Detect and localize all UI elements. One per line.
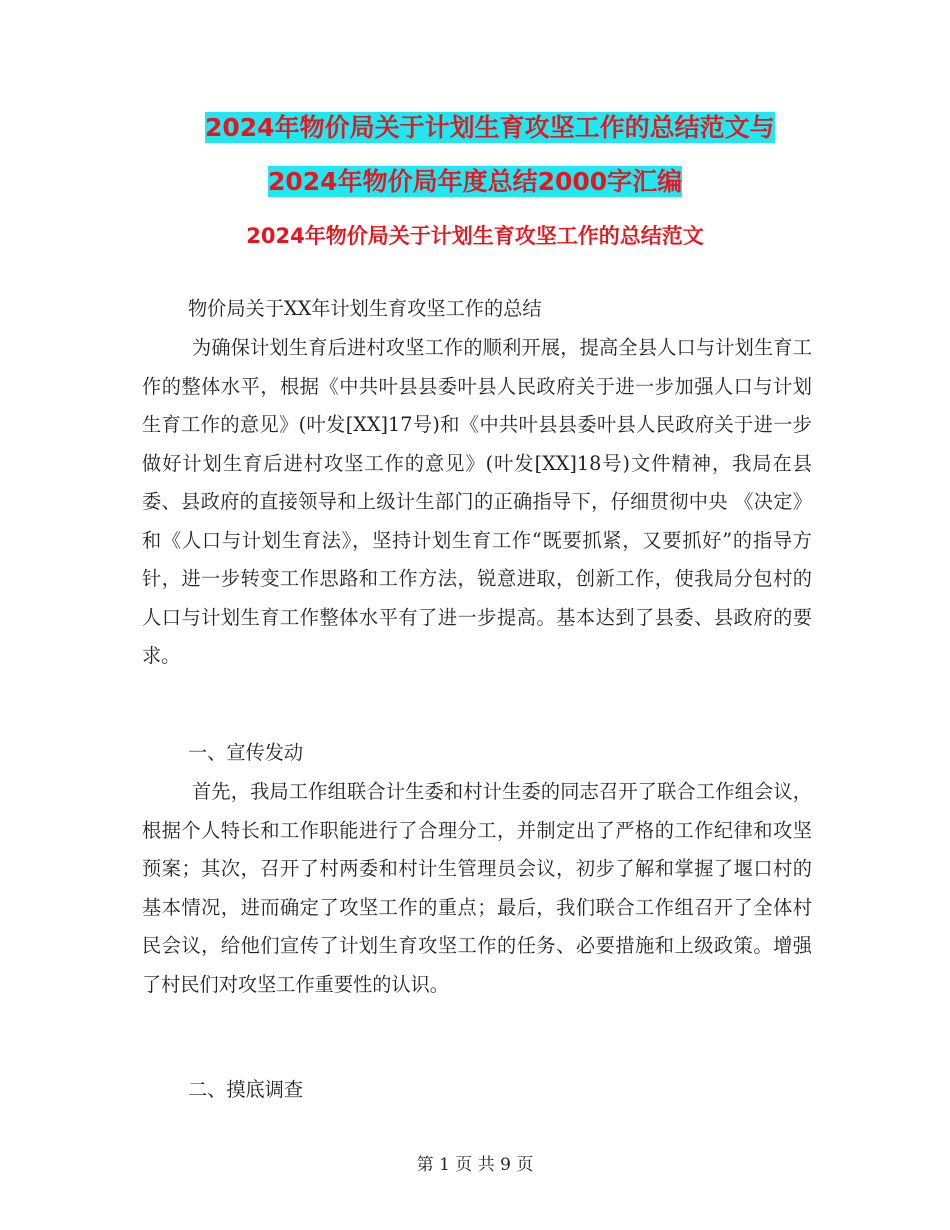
page-footer: 第 1 页 共 9 页 bbox=[416, 1155, 534, 1175]
heading-publicity: 一、宣传发动 bbox=[188, 741, 304, 764]
paragraph-2-text: 首先，我局工作组联合计生委和村计生委的同志召开了联合工作组会议，根据个人特长和工作职能进行了合理分工，并制定出了严格的工作纪律和攻坚预案；其次，召开了村两委和村计生管理员会议，初步了解和掌握了堰口村的基本情况，进而确定了攻坚工作的重点；最后，我们联合工作组召开了全体村民会议，给他们宣传了计划生育攻坚工作的任务、必要措施和上级政策。增强了村民们对攻坚工作重要性的认识。 bbox=[142, 780, 812, 996]
document-subtitle: 物价局关于XX年计划生育攻坚工作的总结 bbox=[188, 297, 542, 320]
document-title bbox=[0, 108, 950, 202]
title-line-1 bbox=[0, 108, 950, 148]
paragraph-1 bbox=[142, 329, 812, 676]
title-line-1-text: 2024年物价局关于计划生育攻坚工作的总结范文与 bbox=[205, 113, 775, 142]
title-line-2-text: 2024年物价局年度总结2000字汇编 bbox=[268, 167, 683, 196]
paragraph-2 bbox=[142, 773, 812, 1004]
section-title: 2024年物价局关于计划生育攻坚工作的总结范文 bbox=[246, 224, 704, 248]
title-line-2 bbox=[0, 162, 950, 202]
paragraph-1-text: 为确保计划生育后进村攻坚工作的顺利开展，提高全县人口与计划生育工作的整体水平，根据《中共叶县县委叶县人民政府关于进一步加强人口与计划生育工作的意见》(叶发[XX]17号)和《中共叶县县委叶县人民政府关于进一步做好计划生育后进村攻坚工作的意见》(叶发[XX]18号)文件精神，我局在县委、县政府的直接领导和上级计生部门的正确指导下，仔细贯彻中央 《决定》和《人口与计划生育法》，坚持计划生育工作“既要抓紧，又要抓好”的指导方针，进一步转变工作思路和工作方法，锐意进取，创新工作，使我局分包村的人口与计划生育工作整体水平有了进一步提高。基本达到了县委、县政府的要求。 bbox=[142, 336, 812, 667]
heading-survey: 二、摸底调查 bbox=[188, 1078, 304, 1101]
